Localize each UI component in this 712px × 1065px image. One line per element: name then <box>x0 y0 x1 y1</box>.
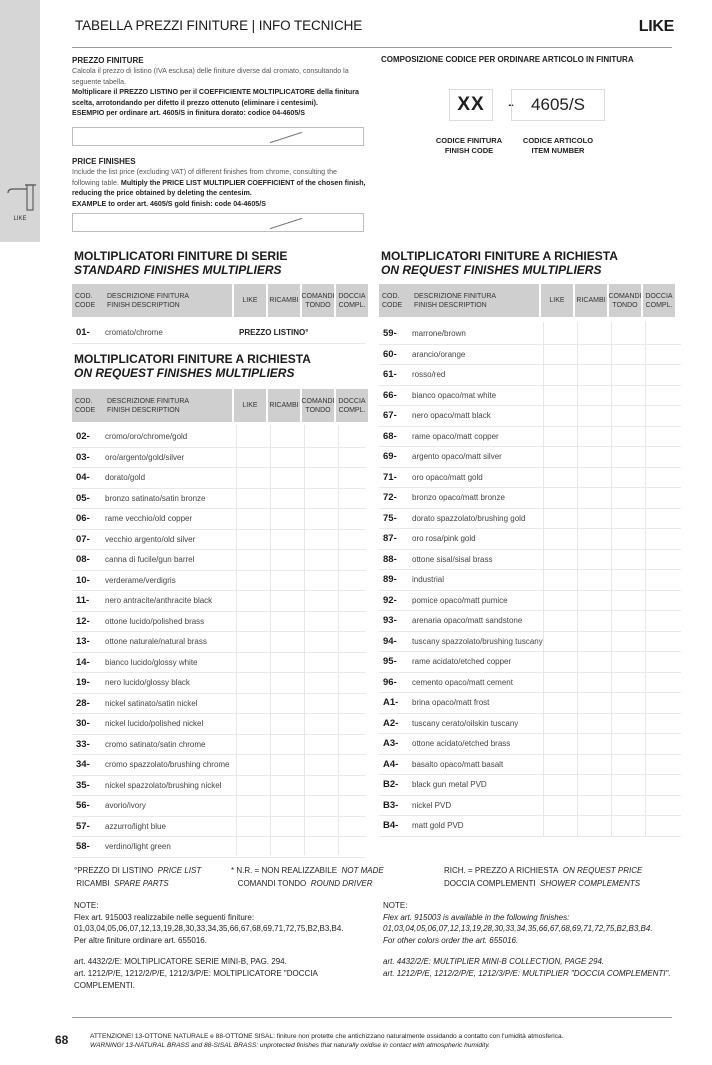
finish-description: basalto opaco/matt basalt <box>412 759 504 769</box>
finish-description: rame acidato/etched copper <box>412 657 512 667</box>
finish-code: 59- <box>383 328 397 340</box>
finish-code: 89- <box>383 574 397 586</box>
finish-description: ottone acidato/etched brass <box>412 739 511 749</box>
note-line: Flex art. 915003 is available in the following finishes: <box>383 912 570 922</box>
finish-description: matt gold PVD <box>412 821 464 831</box>
on-request-right-table-header <box>379 284 677 317</box>
finish-description: arenaria opaco/matt sandstone <box>412 616 523 626</box>
caption-en: FINISH CODE <box>444 146 494 155</box>
finish-description: nero antracite/anthracite black <box>105 596 213 606</box>
table-row <box>72 427 366 448</box>
finish-code: 14- <box>76 656 90 668</box>
finish-code: B3- <box>383 799 399 811</box>
note-line: art. 4432/2/E: MOLTIPLICATORE SERIE MINI-B, PAG. 294. <box>74 957 287 967</box>
title-en: ON REQUEST FINISHES MULTIPLIERS <box>381 262 602 277</box>
finish-code: 75- <box>383 512 397 524</box>
code-separator: - <box>508 94 514 114</box>
table-row <box>379 365 681 386</box>
table-row <box>379 488 681 509</box>
finish-description: argento opaco/matt silver <box>412 452 502 462</box>
header-divider <box>72 47 672 48</box>
table-row <box>379 570 681 591</box>
price-entry-box[interactable] <box>72 213 364 232</box>
note-italian <box>74 900 374 1001</box>
finish-code: A2- <box>383 717 399 729</box>
finish-code: 06- <box>76 513 90 525</box>
finish-description: dorato spazzolato/brushing gold <box>412 513 526 523</box>
intro-heading: PREZZO FINITURE <box>72 56 144 65</box>
finish-code: 66- <box>383 389 397 401</box>
faucet-icon <box>5 180 37 212</box>
table-row <box>72 735 366 756</box>
finish-code: 11- <box>76 595 90 607</box>
finish-code: 28- <box>76 697 90 709</box>
note-english <box>383 900 683 990</box>
composition-title: COMPOSIZIONE CODICE PER ORDINARE ARTICOLO IN FINITURA <box>381 55 634 64</box>
table-row <box>72 653 366 674</box>
finish-description: nero lucido/glossy black <box>105 678 190 688</box>
finish-description: nickel lucido/polished nickel <box>105 719 204 729</box>
note-line: 01,03,04,05,06,07,12,13,19,28,30,33,34,35,66,67,68,69,71,72,75,B2,B3,B4. <box>74 924 344 934</box>
finish-description: bianco lucido/glossy white <box>105 657 198 667</box>
table-row <box>72 468 366 489</box>
finish-code: 72- <box>383 492 397 504</box>
title-it: MOLTIPLICATORI FINITURE A RICHIESTA <box>74 352 311 366</box>
page-title: TABELLA PREZZI FINITURE | INFO TECNICHE <box>75 18 363 33</box>
finish-code: 30- <box>76 718 90 730</box>
slash-mark <box>270 218 303 229</box>
table-row <box>379 591 681 612</box>
note-line: art. 4432/2/E: MULTIPLIER MINI-B COLLECTION, PAGE 294. <box>383 957 605 967</box>
intro-italian <box>72 56 366 119</box>
intro-text: Calcola il prezzo di listino (IVA esclusa) delle finiture diverse dal cromato, consultando la seguente tabella. <box>72 67 349 86</box>
table-row <box>72 776 366 797</box>
header-like: LIKE <box>234 389 266 422</box>
finish-code: 35- <box>76 779 90 791</box>
finish-description: bianco opaco/mat white <box>412 390 497 400</box>
header-comandi-tondo: COMANDI TONDO <box>302 389 334 422</box>
note-line: art. 1212/P/E, 1212/2/P/E, 1212/3/P/E: MOLTIPLICATORE "DOCCIA COMPLEMENTI. <box>74 968 318 990</box>
finish-description: oro opaco/matt gold <box>412 472 483 482</box>
finish-description: ottone lucido/polished brass <box>105 616 205 626</box>
finish-code: 03- <box>76 451 90 463</box>
note-line: Per altre finiture ordinare art. 655016. <box>74 935 207 945</box>
header-comandi-tondo: COMANDI TONDO <box>609 284 641 317</box>
finish-description: cromo satinato/satin chrome <box>105 739 206 749</box>
finish-description: nickel PVD <box>412 800 452 810</box>
table-row <box>379 755 681 776</box>
intro-english <box>72 157 366 209</box>
page-number: 68 <box>55 1033 69 1047</box>
finish-code: 69- <box>383 451 397 463</box>
on-request-left-table-header <box>72 389 370 422</box>
table-row <box>72 448 366 469</box>
finish-code: 10- <box>76 574 90 586</box>
header-ricambi: RICAMBI <box>575 284 607 317</box>
finish-description: verderame/verdigris <box>105 575 176 585</box>
table-row <box>379 611 681 632</box>
note-line: For other colors order the art. 655016. <box>383 935 519 945</box>
finish-description: nero opaco/matt black <box>412 411 491 421</box>
table-row <box>72 632 366 653</box>
header-like: LIKE <box>234 284 266 317</box>
table-row <box>379 714 681 735</box>
table-row <box>72 550 366 571</box>
finish-code: 67- <box>383 410 397 422</box>
intro-heading: PRICE FINISHES <box>72 157 136 166</box>
sidebar-tab <box>0 0 40 242</box>
finish-code: 56- <box>76 800 90 812</box>
finish-description: cromato/chrome <box>105 328 163 338</box>
price-list-value: PREZZO LISTINO° <box>239 328 309 338</box>
legend-col-1: °PREZZO DI LISTINO PRICE LIST RICAMBI SPARE PARTS <box>74 866 202 888</box>
item-code-caption <box>511 136 605 156</box>
slash-mark <box>270 132 303 143</box>
finish-code: A1- <box>383 697 399 709</box>
finish-code: 02- <box>76 431 90 443</box>
table-row <box>72 837 366 858</box>
footer-warning <box>90 1032 564 1051</box>
warning-english: WARNING! 13-NATURAL BRASS and 88-SISAL BRASS: unprotected finishes that naturally oxidise in contact with atmospheric humidity. <box>90 1042 490 1050</box>
intro-bold: Multiply the PRICE LIST MULTIPLIER COEFFICIENT of the chosen finish, reducing the price obtained by deleting the centesim. <box>72 178 366 198</box>
on-request-right-title <box>381 250 618 277</box>
standard-section-title <box>74 250 287 277</box>
finish-code: 93- <box>383 615 397 627</box>
legend-col-2: * N.R. = NON REALIZZABILE NOT MADE COMANDI TONDO ROUND DRIVER <box>231 866 384 888</box>
table-row <box>379 775 681 796</box>
warning-italian: ATTENZIONE! 13-OTTONE NATURALE e 88-OTTONE SISAL: finiture non protette che antichizzano naturalmente ossidando a contatto con l'umidità atmosferica. <box>90 1033 564 1040</box>
finish-code: A4- <box>383 758 399 770</box>
table-row <box>379 468 681 489</box>
table-row <box>379 632 681 653</box>
finish-code: 34- <box>76 759 90 771</box>
finish-code: 58- <box>76 841 90 853</box>
finish-code: 57- <box>76 820 90 832</box>
finish-description: nickel spazzolato/brushing nickel <box>105 780 222 790</box>
table-row <box>72 323 366 344</box>
finish-code: 13- <box>76 636 90 648</box>
finish-description: avorio/ivory <box>105 801 146 811</box>
table-row <box>72 612 366 633</box>
finish-code: 94- <box>383 635 397 647</box>
finish-code: 04- <box>76 472 90 484</box>
finish-code: B2- <box>383 779 399 791</box>
table-row <box>379 550 681 571</box>
finish-code: 71- <box>383 471 397 483</box>
finish-description: ottone sisal/sisal brass <box>412 554 493 564</box>
caption-en: ITEM NUMBER <box>531 146 585 155</box>
header-doccia-compl: DOCCIA COMPL. <box>643 284 675 317</box>
note-line: Flex art. 915003 realizzabile nelle seguenti finiture: <box>74 912 255 922</box>
header-like: LIKE <box>541 284 573 317</box>
finish-description: rosso/red <box>412 370 446 380</box>
finish-description: azzurro/light blue <box>105 821 166 831</box>
table-row <box>379 447 681 468</box>
finish-code: 12- <box>76 615 90 627</box>
finish-code: 88- <box>383 553 397 565</box>
table-row <box>379 816 681 837</box>
finish-description: canna di fucile/gun barrel <box>105 555 195 565</box>
table-row <box>72 571 366 592</box>
table-row <box>379 345 681 366</box>
brand-name: LIKE <box>638 18 674 35</box>
table-row <box>72 591 366 612</box>
table-row <box>72 817 366 838</box>
finish-description: rame opaco/matt copper <box>412 431 499 441</box>
caption-it: CODICE FINITURA <box>435 136 503 145</box>
finish-code: A3- <box>383 738 399 750</box>
header-doccia-compl: DOCCIA COMPL. <box>336 389 368 422</box>
finish-description: bronzo satinato/satin bronze <box>105 493 206 503</box>
finish-code-caption <box>424 136 514 156</box>
table-row <box>72 489 366 510</box>
finish-code: 07- <box>76 533 90 545</box>
finish-description: nickel satinato/satin nickel <box>105 698 198 708</box>
table-row <box>72 714 366 735</box>
price-entry-box[interactable] <box>72 127 364 146</box>
finish-code: 19- <box>76 677 90 689</box>
table-row <box>379 693 681 714</box>
header-doccia-compl: DOCCIA COMPL. <box>336 284 368 317</box>
table-row <box>379 652 681 673</box>
intro-example: ESEMPIO per ordinare art. 4605/S in finitura dorato: codice 04-4605/S <box>72 109 305 118</box>
table-row <box>379 796 681 817</box>
finish-code: 01- <box>76 327 90 339</box>
finish-description: verdino/light green <box>105 842 171 852</box>
intro-text: Include the list price (excluding VAT) of different finishes from chrome, consulting the following table. <box>72 168 337 187</box>
finish-description: cemento opaco/matt cement <box>412 677 513 687</box>
caption-it: CODICE ARTICOLO <box>522 136 594 145</box>
header-description: COD. CODE DESCRIZIONE FINITURA FINISH DESCRIPTION <box>72 284 232 317</box>
note-line: 01,03,04,05,06,07,12,13,19,28,30,33,34,35,66,67,68,69,71,72,75,B2,B3,B4. <box>383 924 653 934</box>
finish-description: ottone naturale/natural brass <box>105 637 207 647</box>
title-en: ON REQUEST FINISHES MULTIPLIERS <box>74 365 295 380</box>
table-row <box>379 509 681 530</box>
table-row <box>72 673 366 694</box>
footer-divider <box>72 1017 672 1018</box>
finish-description: tuscany spazzolato/brushing tuscany <box>412 636 543 646</box>
title-it: MOLTIPLICATORI FINITURE A RICHIESTA <box>381 249 618 263</box>
intro-example: EXAMPLE to order art. 4605/S gold finish: code 04-4605/S <box>72 199 266 208</box>
finish-code: 60- <box>383 348 397 360</box>
finish-code: 95- <box>383 656 397 668</box>
finish-description: pomice opaco/matt pumice <box>412 595 508 605</box>
table-row <box>379 406 681 427</box>
finish-code: 96- <box>383 676 397 688</box>
note-label: NOTE: <box>74 901 99 910</box>
finish-description: industrial <box>412 575 445 585</box>
table-row <box>72 530 366 551</box>
finish-code: 61- <box>383 369 397 381</box>
legend-col-3: RICH. = PREZZO A RICHIESTA ON REQUEST PRICE DOCCIA COMPLEMENTI SHOWER COMPLEMENTS <box>444 866 643 888</box>
finish-description: oro/argento/gold/silver <box>105 452 185 462</box>
intro-bold: Moltiplicare il PREZZO LISTINO per il COEFFICIENTE MOLTIPLICATORE della finitura scelta, arrotondando per difetto il prezzo ottenuto (eliminare i centesimi). <box>72 88 359 107</box>
finish-code: 87- <box>383 533 397 545</box>
finish-code: 33- <box>76 738 90 750</box>
finish-description: black gun metal PVD <box>412 780 487 790</box>
finish-description: cromo/oro/chrome/gold <box>105 432 188 442</box>
standard-table-header <box>72 284 370 317</box>
table-row <box>72 755 366 776</box>
table-row <box>72 796 366 817</box>
table-row <box>379 734 681 755</box>
title-en: STANDARD FINISHES MULTIPLIERS <box>74 262 282 277</box>
finish-description: brina opaco/matt frost <box>412 698 490 708</box>
finish-description: arancio/orange <box>412 349 466 359</box>
finish-code: 08- <box>76 554 90 566</box>
finish-description: dorato/gold <box>105 473 146 483</box>
title-it: MOLTIPLICATORI FINITURE DI SERIE <box>74 249 288 263</box>
finish-code: B4- <box>383 820 399 832</box>
item-code-box: 4605/S <box>511 89 605 121</box>
header-ricambi: RICAMBI <box>268 284 300 317</box>
header-ricambi: RICAMBI <box>268 389 300 422</box>
finish-code: 05- <box>76 492 90 504</box>
finish-description: oro rosa/pink gold <box>412 534 476 544</box>
table-row <box>72 509 366 530</box>
header-description: COD. CODE DESCRIZIONE FINITURA FINISH DESCRIPTION <box>379 284 539 317</box>
finish-description: tuscany cerato/oilskin tuscany <box>412 718 519 728</box>
finish-code: 92- <box>383 594 397 606</box>
table-row <box>379 673 681 694</box>
finish-code-box: XX <box>449 89 493 121</box>
finish-description: bronzo opaco/matt bronze <box>412 493 505 503</box>
table-row <box>379 427 681 448</box>
finish-description: rame vecchio/old copper <box>105 514 193 524</box>
finish-code: 68- <box>383 430 397 442</box>
note-line: art. 1212/P/E, 1212/2/P/E, 1212/3/P/E: MULTIPLIER "DOCCIA COMPLEMENTI". <box>383 968 671 978</box>
on-request-left-title <box>74 353 311 380</box>
table-row <box>72 694 366 715</box>
header-description: COD. CODE DESCRIZIONE FINITURA FINISH DESCRIPTION <box>72 389 232 422</box>
table-row <box>379 529 681 550</box>
table-row <box>379 324 681 345</box>
finish-description: vecchio argento/old silver <box>105 534 196 544</box>
sidebar-label: LIKE <box>13 216 27 222</box>
finish-description: marrone/brown <box>412 329 466 339</box>
finish-description: cromo spazzolato/brushing chrome <box>105 760 230 770</box>
header-comandi-tondo: COMANDI TONDO <box>302 284 334 317</box>
note-label: NOTE: <box>383 901 408 910</box>
table-row <box>379 386 681 407</box>
